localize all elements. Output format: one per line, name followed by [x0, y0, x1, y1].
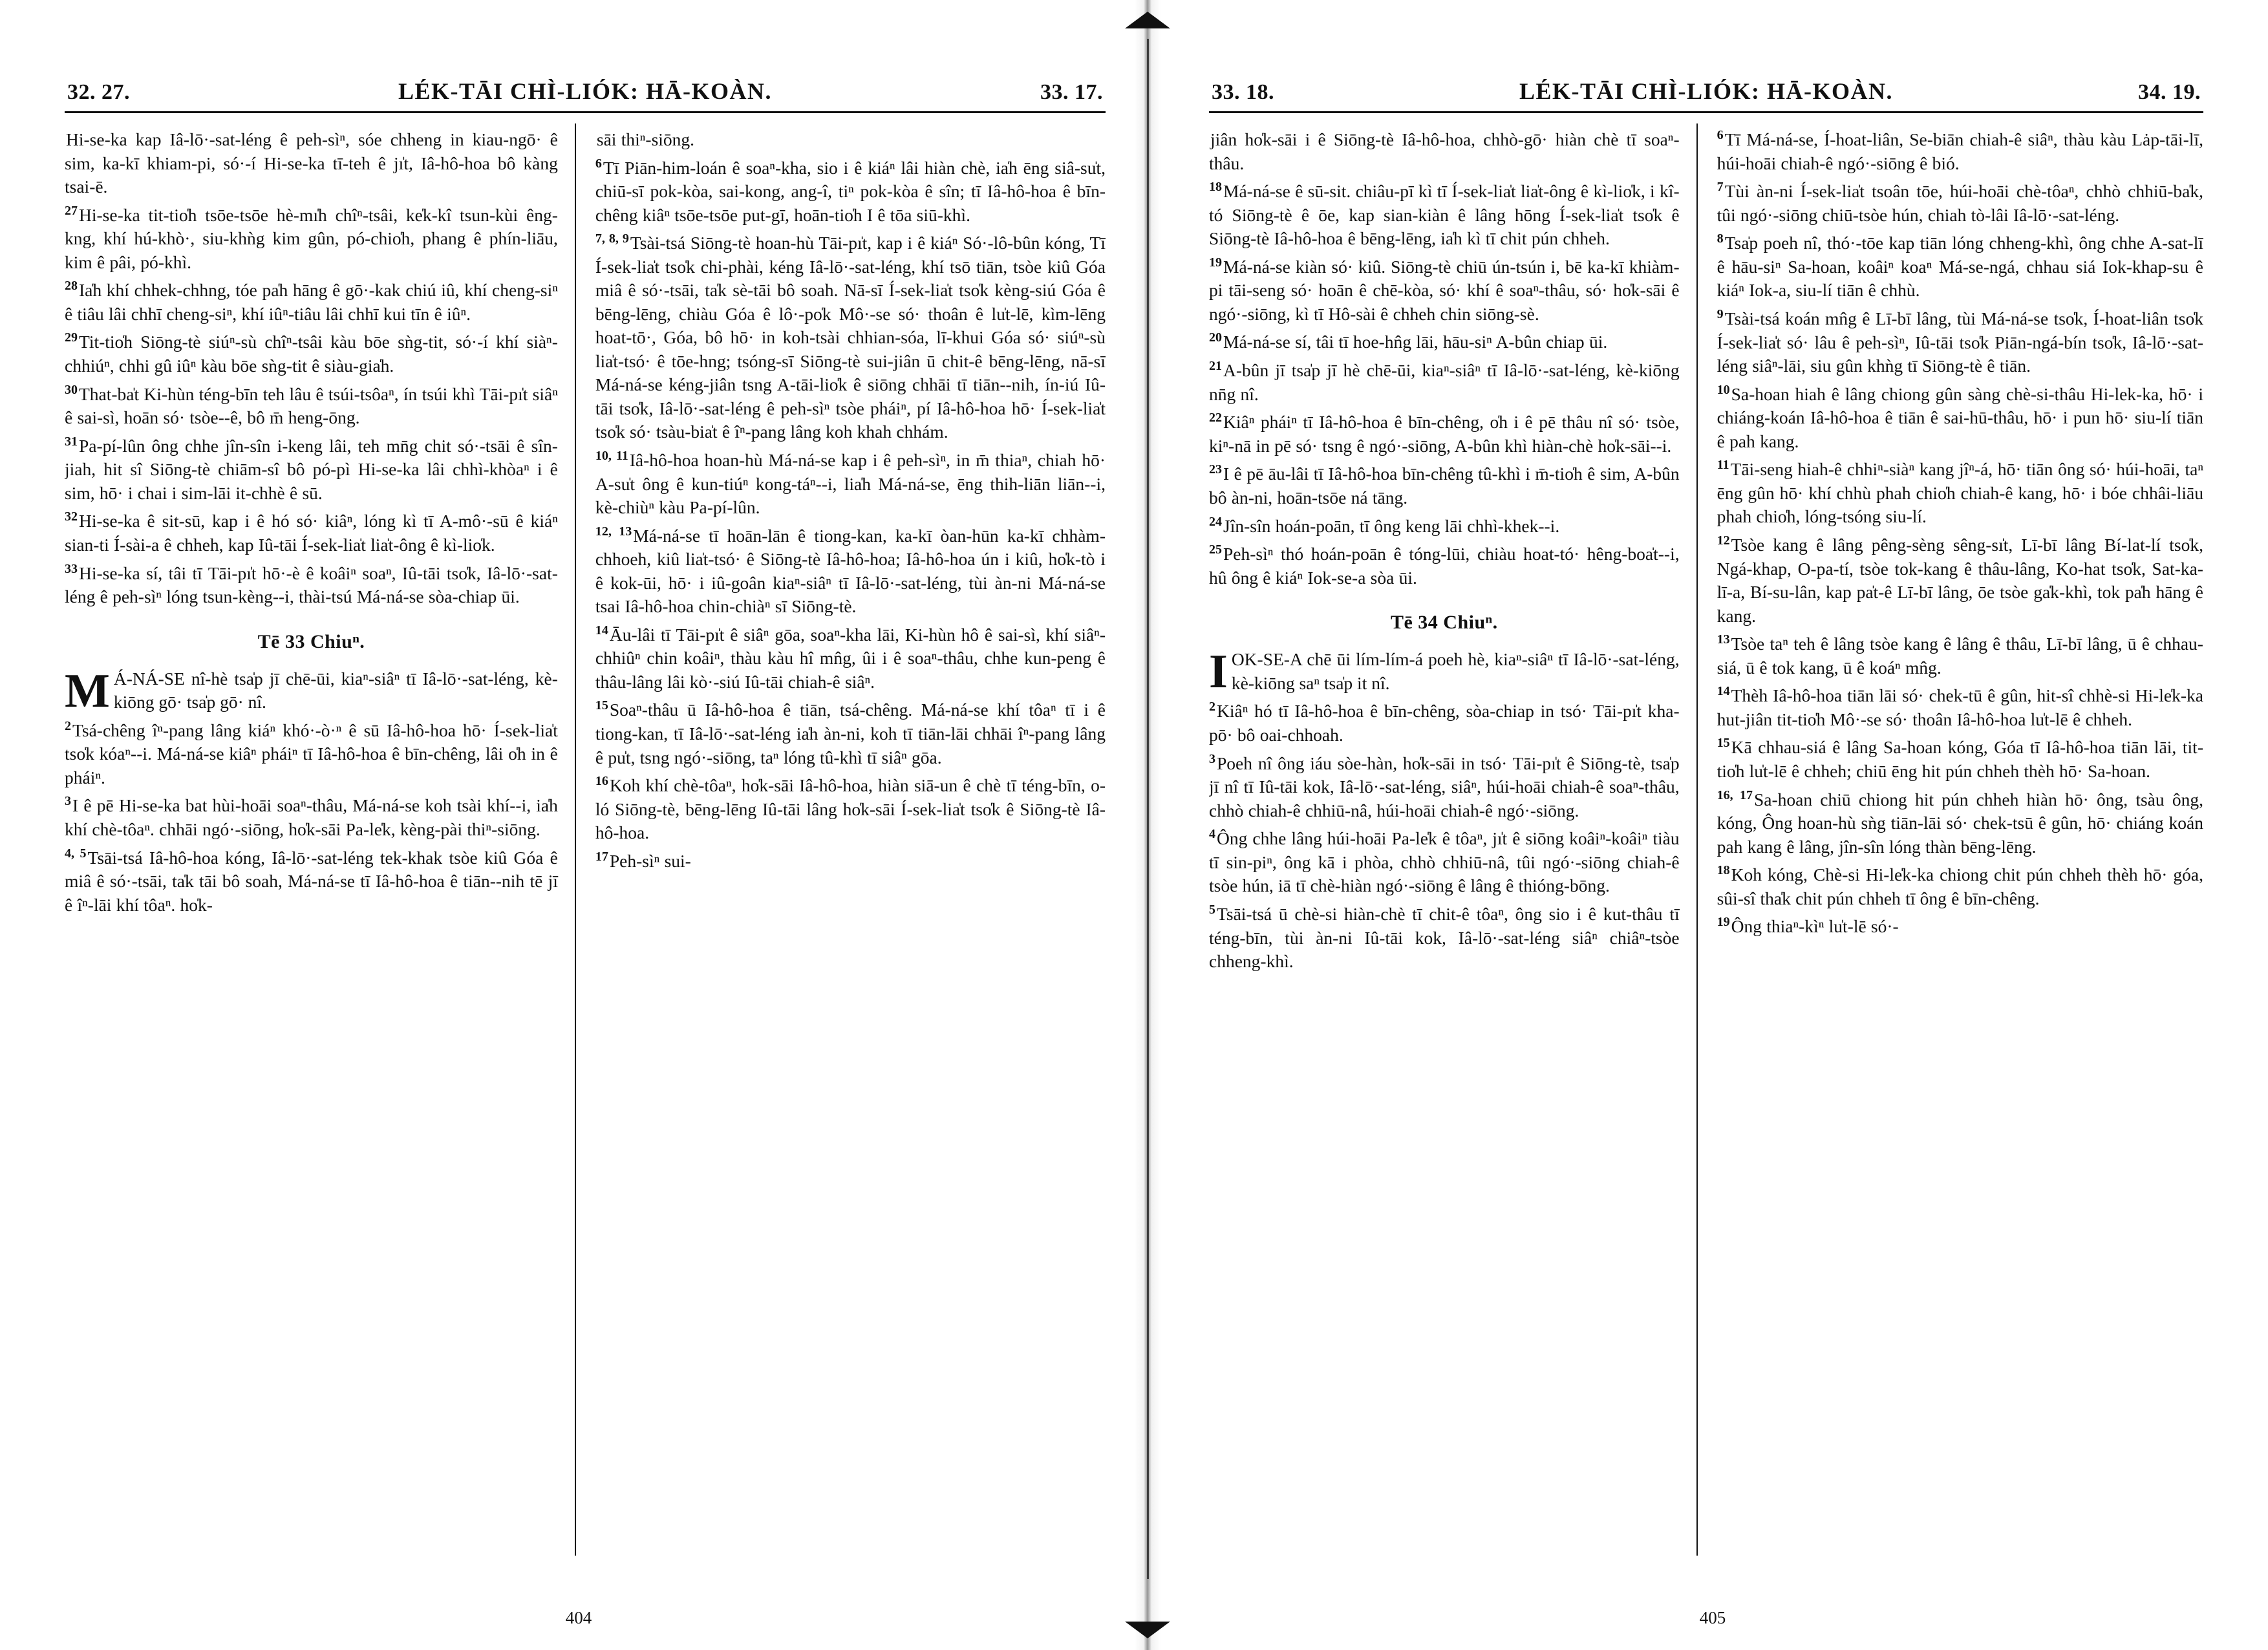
- paragraph: [1209, 326, 1680, 354]
- verse-text: Tsài-tsá Siōng-tè hoan-hù Tāi-pı̍t, kap i ê kiáⁿ Só·-lô-bûn kóng, Tī Í-sek-lia̍t tso̍k chi-phài, kéng Iâ-lō·-sat-léng, khí tsō tiān, tsòe kiû Góa miâ ê só·-tsāi, ta̍k sè-tāi bô soah. Nā-sī Í-sek-lia̍t tso̍k kèng-siú Góa ê bēng-lēng, chiàu Góa ê lô·-po̍k Mô·-se só· thoân ê lu̍t-lē, kìm-lēng hoat-tō·, Góa, bô hō· in koh-tsài chhian-sóa, lī-khui Góa só· siúⁿ-sù lia̍t-tsó· ê tōe-hng; tsóng-sī Siōng-tè sui-jiân ū chit-ê bēng-lēng, nā-sī Má-ná-se kéng-jiân tsng A-tāi-lio̍k ê siōng chhāi tī tiān--nih, ín-iú Iû-tāi tso̍k, Iâ-lō·-sat-léng ê peh-sìⁿ tsòe pháiⁿ, pí Iâ-hô-hoa hō· Í-sek-lia̍t tso̍k só· tsàu-bia̍t ê îⁿ-pang lâng koh khah chhám.: [595, 233, 1106, 442]
- verse-text: Āu-lâi tī Tāi-pı̍t ê siâⁿ gōa, soaⁿ-kha lāi, Ki-hùn hô ê sai-sì, khí siâⁿ-chhiûⁿ chin koâiⁿ, thàu kàu hî mn̂g, ûi i ê soaⁿ-thâu, chhe kun-peng ê thâu-lâng lâi kò·-siú Iû-tāi chiah-ê siâⁿ.: [595, 624, 1106, 692]
- verse-number: 6: [1717, 128, 1724, 142]
- right-page-header-left-ref: 33. 18.: [1212, 80, 1274, 104]
- paragraph: [595, 769, 1106, 845]
- paragraph: [595, 152, 1106, 228]
- paragraph: [1717, 784, 2203, 859]
- paragraph: [1717, 175, 2203, 227]
- verse-number: 22: [1209, 411, 1222, 425]
- drop-cap: M: [65, 664, 110, 718]
- paragraph: [1209, 747, 1680, 823]
- verse-text: Tsòe kang ê lâng pêng-sèng sêng-sı̍t, Lī-bī lâng Bí-lat-lí tso̍k, Ngá-khap, O-pa-tí, tsòe tok-kang ê thâu-lâng, Ko-hat tso̍k, Sat-ka-lī-a, Bí-su-lân, kap pa̍t-ê Lī-bī lâng, ōe tsòe ga̍k-khì, tok pa̍h hāng ê kang.: [1717, 535, 2203, 626]
- paragraph: [1209, 406, 1680, 458]
- paragraph: [1209, 175, 1680, 251]
- paragraph: [65, 505, 558, 557]
- verse-number: 25: [1209, 542, 1222, 557]
- verse-number: 3: [1209, 751, 1215, 766]
- right-page-column-a: [1209, 123, 1696, 1556]
- verse-number: 30: [65, 382, 78, 397]
- verse-text: Tsa̍p poeh nî, thó·-tōe kap tiān lóng chheng-khì, ông chhe A-sat-lī ê hāu-siⁿ Sa-hoan, koâiⁿ koaⁿ Má-se-ngá, chhau siá Iok-khap-su ê kiáⁿ Iok-a, siu-lí tiān ê chhù.: [1717, 233, 2203, 301]
- verse-number: 19: [1717, 915, 1730, 930]
- verse-text: Iâ-hô-hoa hoan-hù Má-ná-se kap i ê peh-sìⁿ, in m̄ thiaⁿ, chiah hō· A-su̍t ông ê kun-tiúⁿ kong-táⁿ--i, lia̍h Má-ná-se, ēng thih-liān liān--i, kè-chiùⁿ kàu Pa-pí-lûn.: [595, 450, 1106, 518]
- verse-number: 24: [1209, 514, 1222, 529]
- paragraph: [65, 123, 558, 199]
- paragraph: [65, 274, 558, 326]
- left-page-header-left-ref: 32. 27.: [67, 80, 130, 104]
- paragraph: [1209, 822, 1680, 898]
- paragraph: [1717, 529, 2203, 628]
- right-page-running-head: [1209, 78, 2203, 105]
- left-page-folio: 404: [565, 1608, 592, 1627]
- verse-number: 4, 5: [65, 846, 87, 861]
- paragraph: [65, 789, 558, 841]
- verse-number: 7: [1717, 180, 1724, 195]
- verse-text: I ê pē āu-lâi tī Iâ-hô-hoa bīn-chêng tû-khì i m̄-tio̍h ê sim, A-bûn bô àn-ni, hoān-tsōe ná tāng.: [1209, 464, 1680, 508]
- verse-number: 27: [65, 203, 78, 218]
- verse-text: Koh khí chè-tôaⁿ, ho̍k-sāi Iâ-hô-hoa, hiàn siā-un ê chè tī téng-bīn, o-ló Siōng-tè, bēng-lēng Iû-tāi lâng ho̍k-sāi Í-sek-lia̍t tso̍k ê Siōng-tè Iâ-hô-hoa.: [595, 775, 1106, 843]
- verse-text: Tī Má-ná-se, Í-hoat-liân, Se-biān chiah-ê siâⁿ, thàu kàu Lȧp-tāi-lī, húi-hoāi chiah-ê ngó·-siōng ê bió.: [1717, 129, 2203, 173]
- verse-text: That-ba̍t Ki-hùn téng-bīn teh lâu ê tsúi-tsôaⁿ, ín tsúi khì Tāi-pı̍t siâⁿ ê sai-sì, hoān só· tsòe--ê, bô m̄ heng-ōng.: [65, 383, 558, 428]
- paragraph: [65, 714, 558, 790]
- paragraph: [1209, 538, 1680, 590]
- verse-number: 9: [1717, 306, 1724, 321]
- verse-number: 5: [1209, 902, 1215, 917]
- verse-text: Jîn-sîn hoán-poān, tī ông keng lāi chhì-khek--i.: [1223, 515, 1560, 536]
- chapter-heading: Tē 33 Chiuⁿ.: [257, 630, 365, 652]
- verse-number: 16, 17: [1717, 788, 1753, 802]
- left-page-columns: [65, 123, 1106, 1556]
- chapter-heading: Tē 34 Chiuⁿ.: [1390, 612, 1498, 634]
- verse-text: jiân ho̍k-sāi i ê Siōng-tè Iâ-hô-hoa, chhò-gō· hiàn chè tī soaⁿ-thâu.: [1209, 129, 1680, 173]
- verse-text: Á-NÁ-SE nî-hè tsa̍p jī chē-ūi, kiaⁿ-siâⁿ tī Iâ-lō·-sat-léng, kè-kiōng gō· tsa̍p gō· nî.: [113, 668, 558, 712]
- paragraph: [1717, 910, 2203, 939]
- verse-text: Hi-se-ka kap Iâ-lō·-sat-léng ê peh-sìⁿ, sóe chheng in kiau-ngō· ê sim, ka-kī khiam-pi, só·-í Hi-se-ka tī-teh ê jı̍t, Iâ-hô-hoa bô kàng tsai-ē.: [65, 129, 558, 197]
- verse-number: 2: [1209, 700, 1215, 714]
- verse-number: 14: [1717, 684, 1730, 699]
- paragraph: [1209, 898, 1680, 974]
- paragraph: [595, 444, 1106, 520]
- verse-number: 11: [1717, 458, 1729, 473]
- left-page-header-right-ref: 33. 17.: [1040, 80, 1103, 104]
- right-page-column-b: [1696, 123, 2203, 1556]
- verse-number: 31: [65, 434, 78, 449]
- paragraph: [595, 694, 1106, 769]
- verse-text: Kiâⁿ pháiⁿ tī Iâ-hô-hoa ê bīn-chêng, o̍h i ê pē thâu nî só· tsòe, kiⁿ-nā in pē só· tsng ê ngó·-siōng, A-bûn khì hiàn-chè ho̍k-sāi--i.: [1209, 412, 1680, 456]
- left-page-header-title: LÉK-TĀI CHÌ-LIÓK: HĀ-KOÀN.: [398, 78, 773, 104]
- verse-text: Peh-sìⁿ sui-: [609, 850, 691, 871]
- verse-text: Kā chhau-siá ê lâng Sa-hoan kóng, Góa tī Iâ-hô-hoa tiān lāi, tit-tio̍h lu̍t-lē ê chheh; chiū ēng hit pún chheh thèh hō· Sa-hoan.: [1717, 737, 2203, 782]
- paragraph: [1209, 123, 1680, 175]
- right-page-header-rule: [1209, 111, 2203, 113]
- verse-text: Ông thiaⁿ-kìⁿ lu̍t-lē só·-: [1731, 916, 1899, 937]
- chapter-opening-paragraph: [1209, 645, 1680, 699]
- verse-text: Tāi-seng hiah-ê chhiⁿ-siàⁿ kang jîⁿ-á, hō· tiān ông só· húi-hoāi, taⁿ ēng gûn hō· khí chhù phah chio̍h chiah-ê kang, hō· i bóe chhâi-liāu phah chio̍h, lóng-tsóng siu-lí.: [1717, 459, 2203, 527]
- paragraph: [1209, 695, 1680, 747]
- verse-text: OK-SE-A chē ūi lím-lím-á poeh hè, kiaⁿ-siâⁿ tī Iâ-lō·-sat-léng, kè-kiōng saⁿ tsa̍p it nî.: [1231, 649, 1680, 693]
- verse-number: 7, 8, 9: [595, 231, 629, 246]
- paragraph: [1717, 859, 2203, 910]
- right-page-columns: [1209, 123, 2203, 1556]
- paragraph: [1717, 378, 2203, 454]
- verse-text: Peh-sìⁿ thó hoán-poān ê tóng-lūi, chiàu hoat-tó· hêng-boa̍t--i, hû ông ê kiáⁿ Iok-se-a sòa ūi.: [1209, 544, 1680, 588]
- paragraph: [65, 557, 558, 609]
- verse-text: Tùi àn-ni Í-sek-lia̍t tsoân tōe, húi-hoāi chè-tôaⁿ, chhò chhiū-ba̍k, tûi ngó·-siōng chiū-tsòe hún, chiah tò-lâi Iâ-lō·-sat-léng.: [1717, 181, 2203, 225]
- verse-text: Ông chhe lâng húi-hoāi Pa-le̍k ê tôaⁿ, jı̍t ê siōng koâiⁿ-koâiⁿ tiàu tī sin-piⁿ, ông kā i phòa, chhò chhiū-nâ, tûi ngó·-siōng chiah-ê tsòe hún, iā tī chè-hiàn ngó·-siōng ê lâng ê thióng-bōng.: [1209, 828, 1680, 896]
- paragraph: [65, 199, 558, 275]
- right-page-folio: 405: [1699, 1608, 1726, 1627]
- paragraph: [65, 378, 558, 430]
- verse-text: Pa-pí-lûn ông chhe jîn-sîn i-keng lâi, teh mn̄g chit só·-tsāi ê sîn-jiah, hit sî Siōng-tè chiām-sî bô pó-pì Hi-se-ka lâi chhì-khòaⁿ i ê sim, hō· i chai i sim-lāi it-chhè ê sū.: [65, 435, 558, 503]
- verse-text: I ê pē Hi-se-ka bat hùi-hoāi soaⁿ-thâu, Má-ná-se koh tsài khí--i, ia̍h khí chè-tôaⁿ. chhāi ngó·-siōng, ho̍k-sāi Pa-le̍k, kèng-pài thiⁿ-siōng.: [65, 795, 558, 840]
- right-page-header-right-ref: 34. 19.: [2137, 80, 2201, 104]
- verse-number: 10: [1717, 382, 1730, 397]
- verse-text: Thèh Iâ-hô-hoa tiān lāi só· chek-tū ê gûn, hit-sî chhè-si Hi-le̍k-ka hut-jiân tit-tio̍h Mô·-se só· thoân Iâ-hô-hoa lu̍t-lē ê chheh.: [1717, 685, 2203, 729]
- verse-number: 19: [1209, 255, 1222, 270]
- verse-number: 13: [1717, 632, 1730, 647]
- verse-number: 15: [595, 698, 608, 713]
- book-gutter-line: [1147, 39, 1149, 1579]
- paragraph: [1209, 510, 1680, 539]
- verse-text: A-bûn jī tsa̍p jī hè chē-ūi, kiaⁿ-siâⁿ tī Iâ-lō·-sat-léng, kè-kiōng nn̄g nî.: [1209, 360, 1680, 404]
- verse-number: 8: [1717, 231, 1724, 246]
- verse-text: Má-ná-se ê sū-sit. chiâu-pī kì tī Í-sek-lia̍t lia̍t-ông ê kì-lio̍k, i kî-tó Siōng-tè ê ōe, kap sian-kiàn ê lâng hōng Í-sek-lia̍t tso̍k ê Siōng-tè Iâ-hô-hoa ê bēng-lēng, ia̍h kì tī chit pún chheh.: [1209, 181, 1680, 249]
- paragraph: [1209, 354, 1680, 406]
- paragraph: [1717, 227, 2203, 303]
- paragraph: [1717, 731, 2203, 783]
- paragraph: [65, 842, 558, 917]
- verse-number: 18: [1209, 180, 1222, 195]
- verse-number: 32: [65, 509, 78, 524]
- verse-number: 14: [595, 623, 608, 638]
- verse-text: Hi-se-ka sí, tâi tī Tāi-pı̍t hō·-è ê koâiⁿ soaⁿ, Iû-tāi tso̍k, Iâ-lō·-sat-léng ê peh-sìⁿ lóng tsun-kèng--i, thài-tsú Má-ná-se sòa-chiap ūi.: [65, 562, 558, 607]
- verse-text: Tsài-tsá koán mn̂g ê Lī-bī lâng, tùi Má-ná-se tso̍k, Í-hoat-liân tso̍k Í-sek-lia̍t só· lâu ê peh-sìⁿ, Iû-tāi tso̍k Piān-ngá-bín tso̍k, Iâ-lō·-sat-léng siâⁿ-lāi, siu gûn khǹg tī Siōng-tè ê tiān.: [1717, 308, 2203, 376]
- verse-text: Hi-se-ka tit-tio̍h tsōe-tsōe hè-mı̍h chîⁿ-tsâi, ke̍k-kî tsun-kùi êng-kng, khí hú-khò·, siu-khǹg kim gûn, pó-chio̍h, phang ê phín-liāu, kim ê pâi, pó-khì.: [65, 204, 558, 272]
- verse-text: Tī Piān-him-loán ê soaⁿ-kha, sio i ê kiáⁿ lâi hiàn chè, ia̍h ēng siâ-su̍t, chiū-sī pok-kòa, sai-kong, ang-î, tiⁿ pok-kòa ê sîn; tī Iâ-hô-hoa ê bīn-chêng kiâⁿ tsōe-tsōe put-gī, hoān-tio̍h I ê tōa siū-khì.: [595, 157, 1106, 225]
- verse-text: Má-ná-se tī hoān-lān ê tiong-kan, ka-kī òan-hūn ka-kī chhàm-chhoeh, kiû lia̍t-tsó· ê Siōng-tè Iâ-hô-hoa; Iâ-hô-hoa ún i kiû, ho̍k-tò i ê kok-ūi, hō· i iû-goân kiaⁿ-siâⁿ tī Iâ-lō·-sat-léng, tùi àn-ni Má-ná-se tsai Iâ-hô-hoa chin-chiàⁿ sī Siōng-tè.: [595, 525, 1106, 617]
- verse-number: 29: [65, 330, 78, 345]
- verse-number: 18: [1717, 863, 1730, 878]
- left-page-column-b: [575, 123, 1106, 1556]
- verse-text: Má-ná-se kiàn só· kiû. Siōng-tè chiū ún-tsún i, bē ka-kī khiàm-pi tāi-seng só· hoān ê chē-kòa, só· khí ê soaⁿ-thâu, só· ho̍k-sāi ê ngó·-siōng, kì tī Hô-sài ê chheh chin siōng-sè.: [1209, 256, 1680, 324]
- verse-number: 16: [595, 774, 608, 789]
- left-page-column-a: [65, 123, 575, 1556]
- paragraph: [1209, 251, 1680, 327]
- verse-text: Sa-hoan hiah ê lâng chiong gûn sàng chè-si-thâu Hi-lek-ka, hō· i chiáng-koán Iâ-hô-hoa ê tiān ê sai-hū-thâu, hō· i pun hō· siu-lí tiān ê pah kang.: [1717, 383, 2203, 451]
- verse-text: Poeh nî ông iáu sòe-hàn, ho̍k-sāi in tsó· Tāi-pı̍t ê Siōng-tè, tsa̍p jī nî tī Iû-tāi kok, Iâ-lō·-sat-léng, siâⁿ, húi-hoāi chiah-ê soaⁿ-thâu, chhò chiah-ê chhiū-nâ, húi-hoāi chiah-ê ngó·-siōng.: [1209, 753, 1680, 820]
- paragraph: [1717, 453, 2203, 529]
- chapter-opening-paragraph: [65, 664, 558, 718]
- verse-text: Má-ná-se sí, tâi tī hoe-hn̂g lāi, hāu-siⁿ A-bûn chiap ūi.: [1223, 332, 1608, 352]
- drop-cap: I: [1209, 645, 1228, 699]
- verse-text: Sa-hoan chiū chiong hit pún chheh hiàn hō· ông, tsàu ông, kóng, Ông hoan-hù sǹg tiān-lāi só· chek-tsū ê gûn, hō· chiáng koán pah kang ê lâng, jîn-sîn lóng thàn bēng-lēng.: [1717, 789, 2203, 857]
- paragraph: [1209, 458, 1680, 509]
- verse-text: Soaⁿ-thâu ū Iâ-hô-hoa ê tiān, tsá-chêng. Má-ná-se khí tôaⁿ tī i ê tiong-kan, tī Iâ-lō·-sat-léng ia̍h àn-ni, koh tī tiān-lāi chhāi îⁿ-pang lâng ê pu̍t, tsng ngó·-siōng, taⁿ lóng tû-khì tī siâⁿ gōa.: [595, 700, 1106, 767]
- verse-number: 2: [65, 718, 71, 733]
- right-page: [1157, 0, 2268, 1650]
- paragraph: [65, 430, 558, 506]
- verse-number: 12: [1717, 533, 1730, 548]
- paragraph: [65, 326, 558, 378]
- verse-number: 15: [1717, 736, 1730, 751]
- verse-text: Ia̍h khí chhek-chhng, tóe pa̍h hāng ê gō·-kak chiú iû, khí cheng-siⁿ ê tiâu lâi chhī cheng-siⁿ, khí iûⁿ-tiâu lâi chhī kui tīn ê iûⁿ.: [65, 280, 558, 324]
- paragraph: [595, 520, 1106, 619]
- verse-number: 17: [595, 849, 608, 864]
- paragraph: [1717, 123, 2203, 175]
- verse-text: Kiâⁿ hó tī Iâ-hô-hoa ê bīn-chêng, sòa-chiap in tsó· Tāi-pı̍t kha-pō· bô oai-chhoah.: [1209, 701, 1680, 745]
- verse-number: 21: [1209, 359, 1222, 374]
- paragraph: [1717, 939, 2203, 967]
- verse-number: 4: [1209, 827, 1215, 842]
- verse-text: Tsāi-tsá ū chè-si hiàn-chè tī chit-ê tôaⁿ, ông sio i ê kut-thâu tī téng-bīn, tùi àn-ni Iû-tāi kok, Iâ-lō·-sat-léng siâⁿ chiâⁿ-tsòe chheng-khì.: [1209, 904, 1680, 972]
- verse-text: sāi thiⁿ-siōng.: [596, 129, 695, 150]
- verse-number: 12, 13: [595, 524, 632, 539]
- paragraph: [1717, 303, 2203, 378]
- verse-text: Tit-tio̍h Siōng-tè siúⁿ-sù chîⁿ-tsâi kàu bōe sǹg-tit, só·-í khí siàⁿ-chhiúⁿ, chhi gû iûⁿ kàu bōe sǹg-tit ê siàu-gia̍h.: [65, 332, 558, 376]
- verse-number: 28: [65, 279, 78, 294]
- verse-text: Hi-se-ka ê sit-sū, kap i ê hó só· kiâⁿ, lóng kì tī A-mô·-sū ê kiáⁿ sian-ti Í-sài-a ê chheh, kap Iû-tāi Í-sek-lia̍t lia̍t-ông ê kì-lio̍k.: [65, 511, 558, 555]
- left-page-header-rule: [65, 111, 1106, 113]
- paragraph: [595, 845, 1106, 873]
- paragraph: [1717, 628, 2203, 680]
- verse-text: Tsòe taⁿ teh ê lâng tsòe kang ê lâng ê thâu, Lī-bī lâng, ū ê chhau-siá, ū ê tok kang, ū ê koáⁿ mn̂g.: [1717, 634, 2203, 678]
- verse-text: Koh kóng, Chè-si Hi-le̍k-ka chiong chit pún chheh thèh hō· góa, sûi-sî tha̍k chit pún chheh tī ông ê bīn-chêng.: [1717, 864, 2203, 908]
- verse-text: Tsāi-tsá Iâ-hô-hoa kóng, Iâ-lō·-sat-léng tek-khak tsòe kiû Góa ê miâ ê só·-tsāi, ta̍k tāi bô soah, Má-ná-se tī Iâ-hô-hoa ê tiān--nih tē jī ê îⁿ-lāi khí tôaⁿ. ho̍k-: [65, 847, 558, 915]
- verse-number: 6: [595, 156, 602, 171]
- verse-number: 33: [65, 561, 78, 576]
- verse-text: Tsá-chêng îⁿ-pang lâng kiáⁿ khó·-ò·ⁿ ê sū Iâ-hô-hoa hō· Í-sek-lia̍t tso̍k kóaⁿ--i. Má-ná-se kiâⁿ pháiⁿ tī Iâ-hô-hoa ê bīn-chêng, lâi o̍h in ê pháiⁿ.: [65, 720, 558, 788]
- paragraph: [1717, 680, 2203, 731]
- right-page-header-title: LÉK-TĀI CHÌ-LIÓK: HĀ-KOÀN.: [1519, 78, 1894, 104]
- verse-number: 23: [1209, 462, 1222, 477]
- paragraph: [595, 619, 1106, 694]
- verse-number: 10, 11: [595, 448, 628, 463]
- left-page-running-head: [65, 78, 1106, 105]
- verse-number: [1717, 943, 1718, 958]
- paragraph: [595, 227, 1106, 444]
- verse-number: 3: [65, 794, 71, 809]
- paragraph: [595, 123, 1106, 152]
- verse-number: 20: [1209, 330, 1222, 345]
